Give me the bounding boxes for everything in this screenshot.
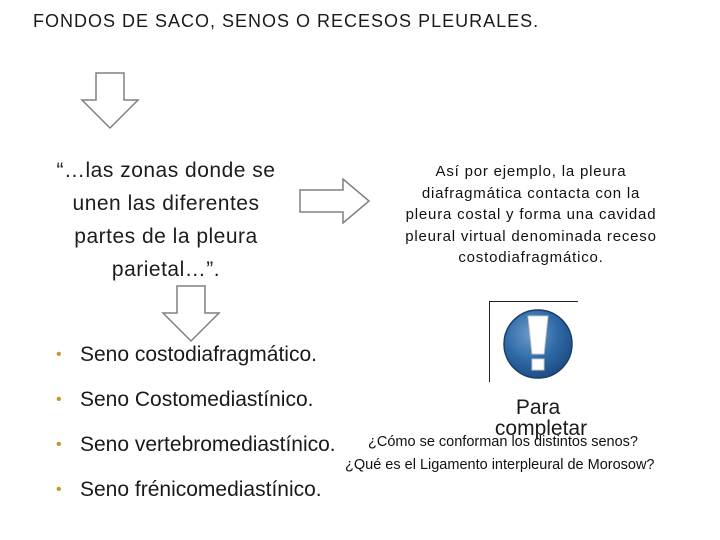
question-text: ¿Qué es el Ligamento interpleural de Morosow? [345,457,655,473]
bullet-icon: • [56,346,62,363]
quote-text: “…las zonas donde se unen las diferentes partes de la pleura parietal…”. [56,159,276,281]
question-text: ¿Cómo se conforman los distintos senos? [368,434,638,450]
list-item: • Seno vertebromediastínico. [56,428,476,473]
bullet-icon: • [56,481,62,498]
list-item: • Seno costodiafragmático. [56,338,476,383]
list-item: • Seno frénicomediastínico. [56,473,476,518]
page-title: FONDOS DE SACO, SENOS O RECESOS PLEURALES. [33,11,540,31]
down-arrow-icon [80,72,140,130]
example-text: Así por ejemplo, la pleura diafragmática contacta con la pleura costal y forma una cavidad pleural virtual denominada receso costodiafragmático. [405,163,657,266]
bullet-icon: • [56,391,62,408]
down-arrow-icon [161,285,221,343]
para-label: Para [515,396,561,419]
sinus-list [56,338,476,518]
bullet-icon: • [56,436,62,453]
exclamation-icon [489,301,578,382]
completar-label: completar [494,417,588,440]
right-arrow-icon [299,178,371,224]
list-item: • Seno Costomediastínico. [56,383,476,428]
